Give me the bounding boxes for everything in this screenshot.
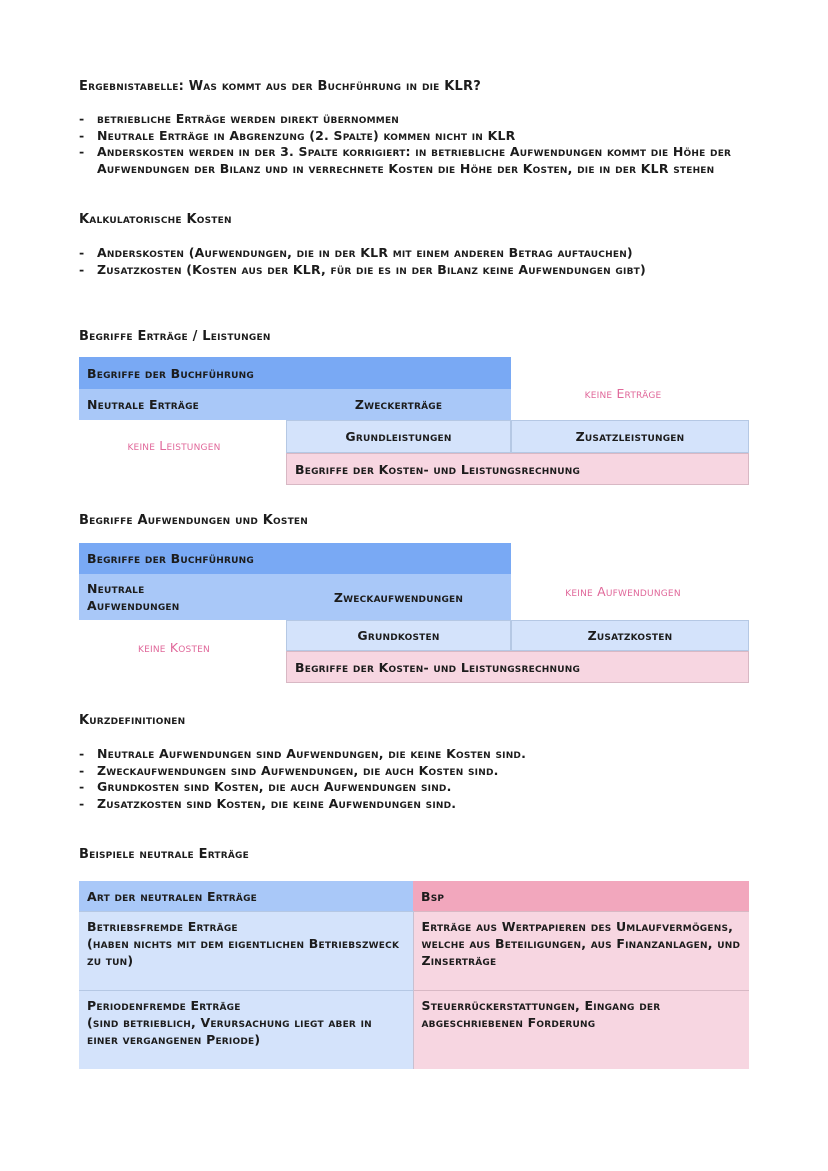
ergebnistabelle-list <box>79 111 759 177</box>
list-item: - Neutrale Erträge in Abgrenzung (2. Spalte) kommen nicht in KLR <box>79 128 759 145</box>
table-header-row <box>79 881 749 912</box>
row-description: (sind betrieblich, Verursachung liegt aber in einer vergangenen Periode) <box>87 1015 372 1047</box>
buchfuehrung-header: Begriffe der Buchführung <box>79 543 511 574</box>
section-heading-ertraege-leistungen: Begriffe Erträge / Leistungen <box>79 329 271 344</box>
neutrale-aufwendungen-cell: Neutrale Aufwendungen <box>79 574 286 620</box>
section-heading-ergebnistabelle: Ergebnistabelle: Was kommt aus der Buchführung in die KLR? <box>79 79 481 94</box>
column-header-bsp: Bsp <box>413 881 749 912</box>
table-row <box>79 991 749 1070</box>
zusatzleistungen-cell: Zusatzleistungen <box>511 420 749 453</box>
list-item: - betriebliche Erträge werden direkt übernommen <box>79 111 759 128</box>
list-item: - Anderskosten werden in der 3. Spalte korrigiert: in betriebliche Aufwendungen kommt die Höhe der Aufwendungen der Bilanz und in verrechnete Kosten die Höhe der Kosten, die in der KLR stehen <box>79 144 759 177</box>
list-item: - Zweckaufwendungen sind Aufwendungen, die auch Kosten sind. <box>79 763 759 780</box>
kurzdefinitionen-list <box>79 746 759 812</box>
zweckaufwendungen-cell: Zweckaufwendungen <box>286 574 511 620</box>
row-example-cell: Steuerrückerstattungen, Eingang der abgeschriebenen Forderung <box>413 991 749 1070</box>
zusatzkosten-cell: Zusatzkosten <box>511 620 749 651</box>
klr-begriffe-bar: Begriffe der Kosten- und Leistungsrechnung <box>286 651 749 683</box>
row-type-cell <box>79 912 413 991</box>
keine-leistungen-label: keine Leistungen <box>127 437 221 453</box>
kalkulatorische-kosten-list <box>79 245 759 278</box>
row-description: (haben nichts mit dem eigentlichen Betriebszweck zu tun) <box>87 936 400 968</box>
zweckertraege-cell: Zweckerträge <box>286 389 511 420</box>
list-item: - Zusatzkosten (Kosten aus der KLR, für die es in der Bilanz keine Aufwendungen gibt) <box>79 262 759 279</box>
buchfuehrung-header: Begriffe der Buchführung <box>79 357 511 389</box>
klr-begriffe-bar: Begriffe der Kosten- und Leistungsrechnung <box>286 453 749 485</box>
grundkosten-cell: Grundkosten <box>286 620 511 651</box>
section-heading-kalkulatorische-kosten: Kalkulatorische Kosten <box>79 212 232 227</box>
section-heading-kurzdefinitionen: Kurzdefinitionen <box>79 713 186 728</box>
neutrale-ertraege-cell: Neutrale Erträge <box>79 389 286 420</box>
list-item: - Anderskosten (Aufwendungen, die in der KLR mit einem anderen Betrag auftauchen) <box>79 245 759 262</box>
row-title: Betriebsfremde Erträge <box>87 919 238 934</box>
list-item: - Zusatzkosten sind Kosten, die keine Aufwendungen sind. <box>79 796 759 813</box>
section-heading-aufwendungen-kosten: Begriffe Aufwendungen und Kosten <box>79 513 308 528</box>
keine-ertraege-label: keine Erträge <box>584 385 662 401</box>
keine-kosten-label: keine Kosten <box>138 639 210 655</box>
grundleistungen-cell: Grundleistungen <box>286 420 511 453</box>
column-header-art: Art der neutralen Erträge <box>79 881 413 912</box>
section-heading-beispiele: Beispiele neutrale Erträge <box>79 847 249 862</box>
beispiele-table <box>79 881 749 1069</box>
row-example-cell: Erträge aus Wertpapieren des Umlaufvermögens, welche aus Beteiligungen, aus Finanzanlagen, und Zinserträge <box>413 912 749 991</box>
list-item: - Grundkosten sind Kosten, die auch Aufwendungen sind. <box>79 779 759 796</box>
row-type-cell <box>79 991 413 1070</box>
table-row <box>79 912 749 991</box>
keine-aufwendungen-label: keine Aufwendungen <box>565 583 681 599</box>
list-item: - Neutrale Aufwendungen sind Aufwendungen, die keine Kosten sind. <box>79 746 759 763</box>
row-title: Periodenfremde Erträge <box>87 998 241 1013</box>
